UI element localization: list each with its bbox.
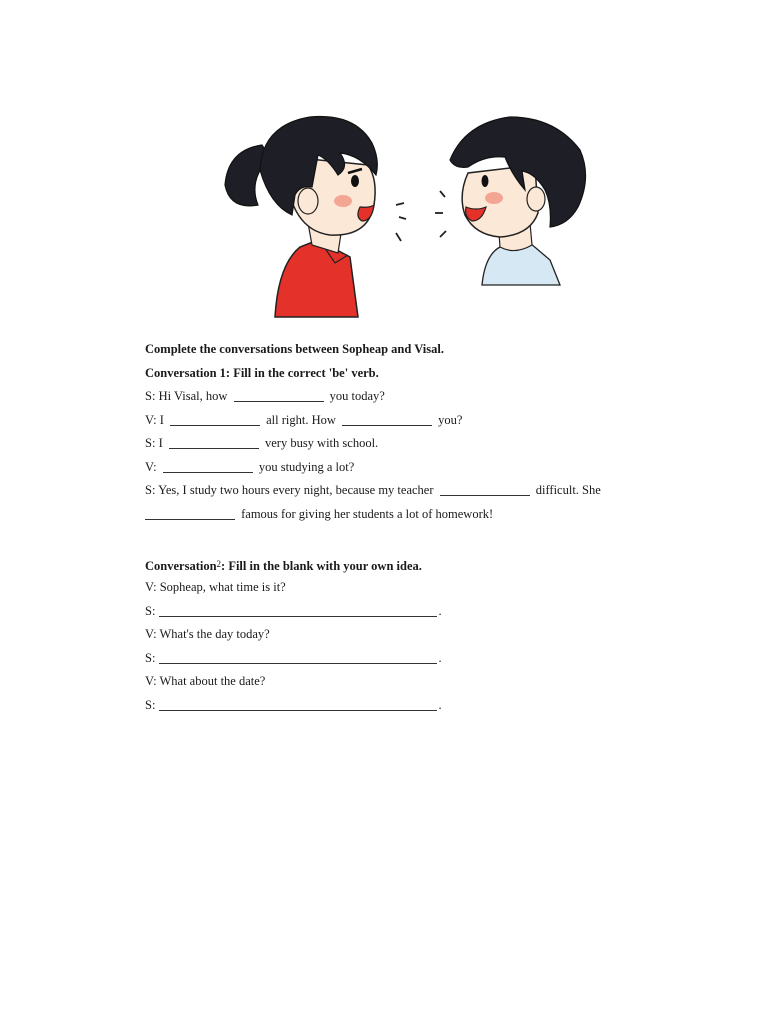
conversation1-line-5 bbox=[145, 479, 645, 503]
line-text-after: famous for giving her students a lot of homework! bbox=[241, 506, 494, 521]
boy-figure bbox=[450, 117, 586, 285]
heading-number: 2 bbox=[216, 559, 222, 569]
line-end: . bbox=[438, 603, 442, 618]
conversation1-line-6 bbox=[145, 503, 645, 527]
line-text-after: you studying a lot? bbox=[258, 459, 355, 474]
line-text-after: you? bbox=[438, 412, 463, 427]
conversation2-line-6 bbox=[145, 694, 645, 718]
line-text: Sopheap, what time is it? bbox=[159, 580, 286, 594]
conversation2-line-4 bbox=[145, 647, 645, 671]
conversation2-line-2 bbox=[145, 600, 645, 624]
answer-blank[interactable] bbox=[440, 482, 530, 496]
line-text-before: Yes, I study two hours every night, because my teacher bbox=[158, 483, 434, 497]
instructions-title: Complete the conversations between Sopheap and Visal. bbox=[145, 342, 444, 356]
line-end: . bbox=[438, 697, 442, 712]
conversation2-line-3 bbox=[145, 623, 645, 647]
speaker-label: V: bbox=[145, 580, 157, 594]
answer-blank[interactable] bbox=[159, 603, 437, 617]
line-text-before: I bbox=[159, 412, 164, 427]
answer-blank[interactable] bbox=[342, 412, 432, 426]
line-text-middle: all right. How bbox=[266, 412, 336, 427]
speech-marks bbox=[396, 191, 446, 241]
line-text: What's the day today? bbox=[159, 627, 270, 641]
conversation2-line-5 bbox=[145, 670, 645, 694]
line-text: What about the date? bbox=[159, 674, 266, 688]
worksheet bbox=[145, 337, 645, 717]
answer-blank[interactable] bbox=[145, 506, 235, 520]
answer-blank[interactable] bbox=[170, 412, 260, 426]
children-talking-illustration bbox=[200, 95, 620, 320]
answer-blank[interactable] bbox=[169, 435, 259, 449]
conversation1-line-4 bbox=[145, 456, 645, 480]
speaker-label: S: bbox=[145, 436, 156, 450]
conversation1-heading: Conversation 1: Fill in the correct 'be' verb. bbox=[145, 366, 379, 380]
speaker-label: V: bbox=[145, 459, 157, 474]
line-text-after: difficult. She bbox=[535, 483, 601, 497]
conversation2-heading bbox=[145, 552, 645, 576]
answer-blank[interactable] bbox=[234, 388, 324, 402]
heading-suffix: : Fill in the blank with your own idea. bbox=[221, 559, 422, 573]
heading-prefix: Conversation bbox=[145, 559, 217, 573]
conversation1-line-2 bbox=[145, 409, 645, 433]
speaker-label: S: bbox=[145, 650, 156, 665]
speaker-label: V: bbox=[145, 412, 157, 427]
conversation1-line-1 bbox=[145, 385, 645, 409]
speaker-label: V: bbox=[145, 627, 157, 641]
line-text-before: I bbox=[158, 436, 163, 450]
speaker-label: S: bbox=[145, 603, 156, 618]
speaker-label: S: bbox=[145, 389, 156, 403]
answer-blank[interactable] bbox=[159, 650, 437, 664]
conversation2-line-1 bbox=[145, 576, 645, 600]
conversation1-line-3 bbox=[145, 432, 645, 456]
speaker-label: V: bbox=[145, 674, 157, 688]
speaker-label: S: bbox=[145, 483, 156, 497]
section-gap bbox=[145, 526, 645, 552]
answer-blank[interactable] bbox=[163, 459, 253, 473]
line-text-after: you today? bbox=[329, 389, 385, 403]
speaker-label: S: bbox=[145, 697, 156, 712]
line-text-before: Hi Visal, how bbox=[158, 389, 228, 403]
line-text-after: very busy with school. bbox=[264, 436, 379, 450]
line-end: . bbox=[438, 650, 442, 665]
answer-blank[interactable] bbox=[159, 697, 437, 711]
girl-figure bbox=[225, 117, 377, 317]
